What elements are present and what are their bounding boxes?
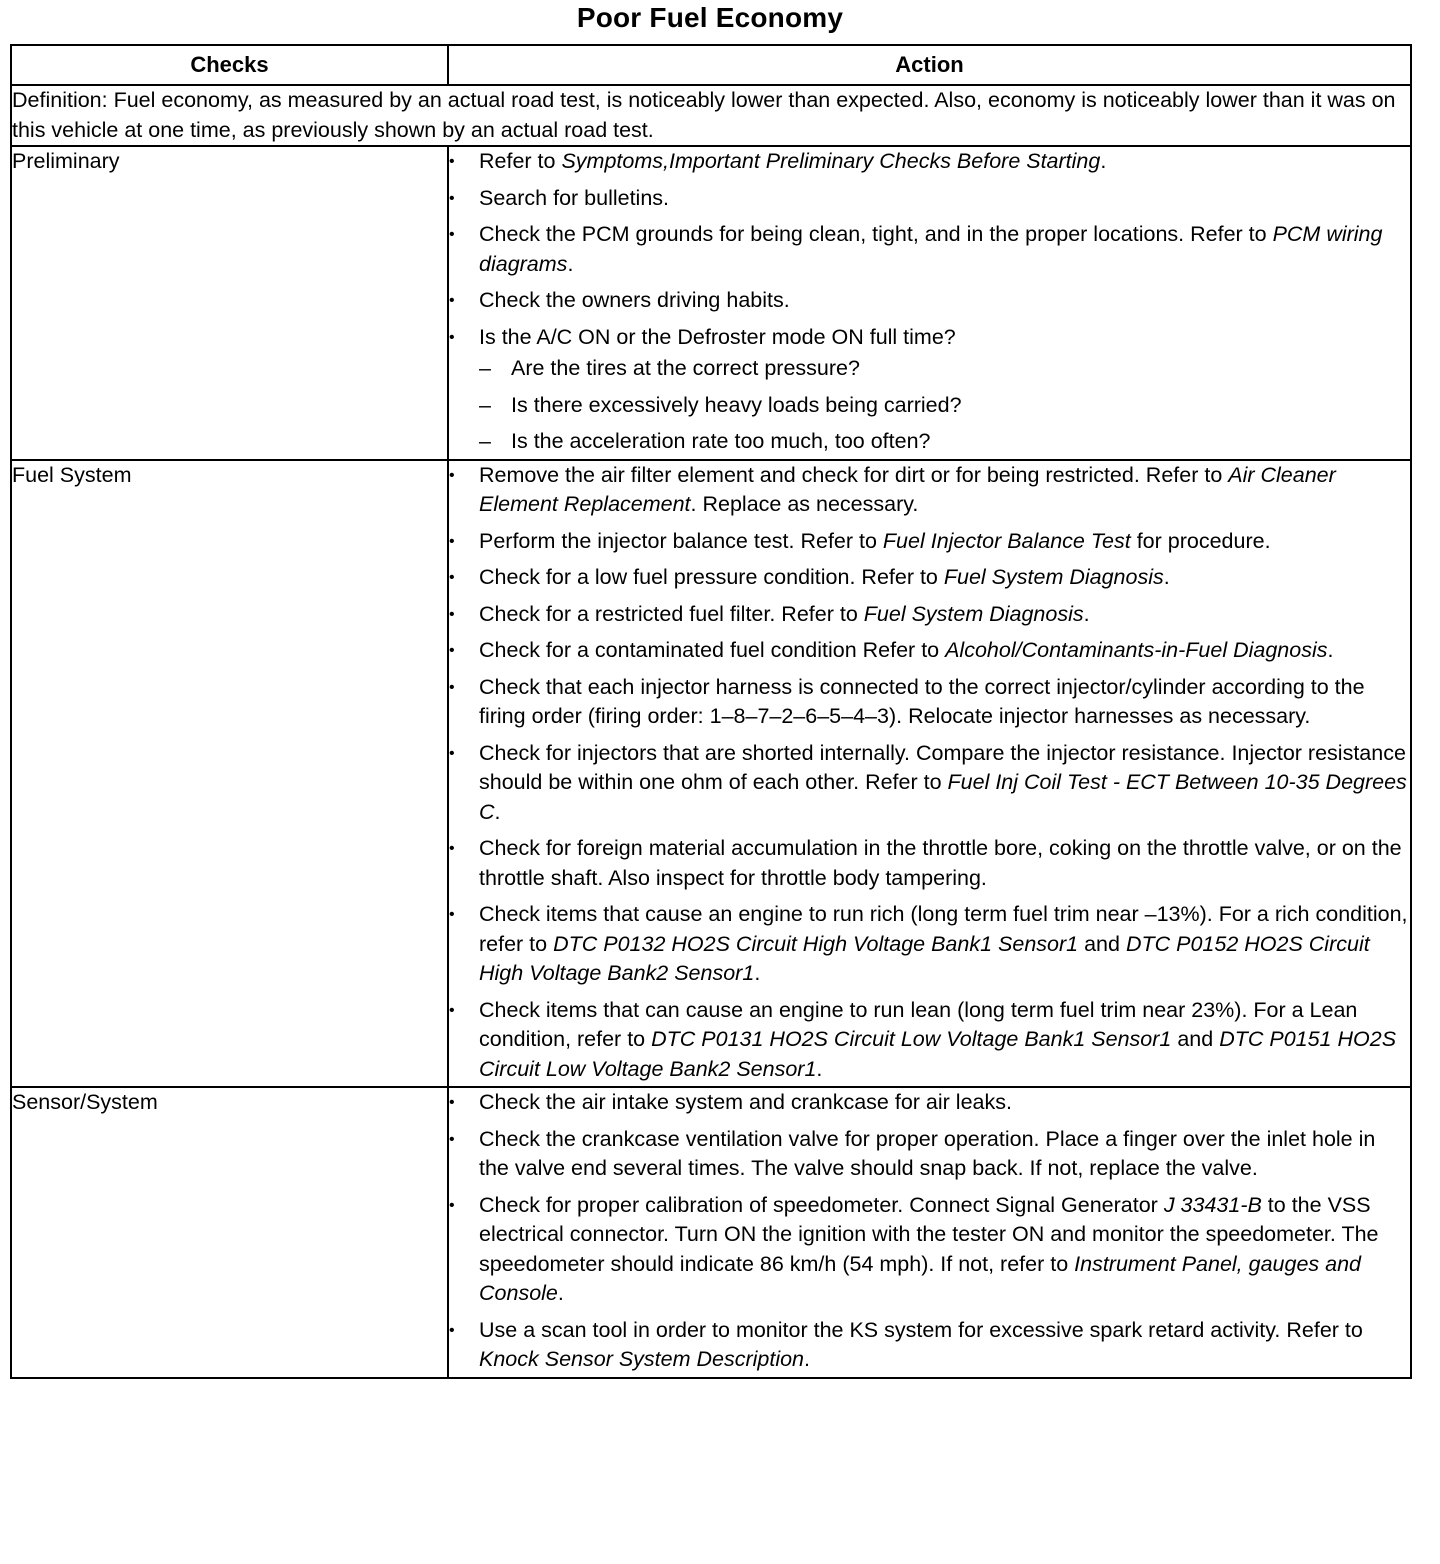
reference-link-text: Fuel System Diagnosis — [943, 565, 1164, 589]
action-text: . — [557, 1281, 564, 1305]
action-list — [449, 461, 1410, 1085]
action-text: Check items that cause an engine to run rich (long term fuel trim near –13%). For a rich condition, refer to — [479, 902, 1408, 956]
action-text: Check the PCM grounds for being clean, tight, and in the proper locations. Refer to — [479, 222, 1273, 246]
action-text: Remove the air filter element and check for dirt or for being restricted. Refer to — [479, 462, 1229, 487]
action-text: Check for a restricted fuel filter. Refer to — [479, 601, 864, 626]
section-row — [11, 1087, 1411, 1378]
action-item — [449, 220, 1410, 279]
dash-icon: – — [479, 429, 491, 453]
bullet-icon: • — [449, 226, 455, 243]
sub-action-item — [479, 391, 1410, 421]
reference-link-text: Alcohol/Contaminants-in-Fuel Diagnosis — [945, 638, 1328, 662]
reference-link-text: DTC P0152 HO2S Circuit High Voltage Bank2 Sensor1 — [479, 931, 1370, 985]
reference-link-text: Instrument Panel, gauges and Console — [479, 1251, 1362, 1305]
action-item — [449, 147, 1410, 177]
bullet-icon: • — [449, 466, 455, 484]
sub-action-text: Is there excessively heavy loads being carried? — [511, 392, 962, 417]
action-text: and — [1171, 1027, 1220, 1051]
action-item — [449, 286, 1410, 316]
definition-text: Definition: Fuel economy, as measured by an actual road test, is noticeably lower than expected. Also, economy is noticeably lower than it was on this vehicle at one time, as previously shown by an actual road test. — [11, 85, 1411, 146]
action-text: Check the crankcase ventilation valve for proper operation. Place a finger over the inlet hole in the valve end several times. The valve should snap back. If not, replace the valve. — [479, 1126, 1376, 1180]
header-row — [11, 45, 1411, 85]
action-text: to the VSS electrical connector. Turn ON the ignition with the tester ON and monitor the speedometer. The speedometer should indicate 86 km/h (54 mph). If not, refer to — [479, 1192, 1379, 1276]
action-item — [449, 996, 1410, 1085]
sub-action-text: Is the acceleration rate too much, too often? — [511, 429, 931, 453]
sub-action-text: Are the tires at the correct pressure? — [511, 356, 860, 380]
action-text: . — [1100, 149, 1107, 173]
bullet-icon: • — [449, 744, 455, 762]
action-text: . — [494, 799, 501, 824]
action-text: . — [816, 1056, 823, 1081]
action-cell — [448, 460, 1411, 1088]
action-item — [449, 527, 1410, 557]
bullet-icon: • — [449, 642, 455, 659]
action-item — [449, 900, 1410, 989]
bullet-icon: • — [449, 153, 455, 170]
action-text: Check for injectors that are shorted internally. Compare the injector resistance. Injector resistance should be within one ohm of each other. Refer to — [479, 740, 1406, 794]
action-text: Perform the injector balance test. Refer to — [479, 528, 883, 553]
bullet-icon: • — [449, 1321, 455, 1339]
check-name: Preliminary — [11, 146, 448, 460]
bullet-icon: • — [449, 906, 455, 923]
action-text: Is the A/C ON or the Defroster mode ON full time? — [479, 324, 956, 349]
action-text: . — [1163, 565, 1170, 589]
action-cell — [448, 1087, 1411, 1378]
bullet-icon: • — [449, 292, 455, 309]
action-item — [449, 184, 1410, 214]
action-text: Check that each injector harness is connected to the correct injector/cylinder according to the firing order (firing order: 1–8–7–2–6–5–4–3). Relocate injector harnesses as necessary. — [479, 674, 1365, 728]
reference-link-text: PCM wiring diagrams — [479, 222, 1383, 276]
reference-link-text: DTC P0131 HO2S Circuit Low Voltage Bank1 Sensor1 — [651, 1027, 1172, 1051]
bullet-icon: • — [449, 532, 455, 550]
dash-icon: – — [479, 356, 491, 380]
reference-link-text: J 33431-B — [1163, 1192, 1262, 1217]
action-item — [449, 834, 1410, 893]
bullet-icon: • — [449, 840, 455, 857]
reference-link-text: Fuel Inj Coil Test - ECT Between 10-35 Degrees C — [479, 770, 1407, 824]
reference-link-text: Knock Sensor System Description — [479, 1347, 805, 1371]
action-item — [449, 461, 1410, 520]
bullet-icon: • — [449, 569, 455, 586]
action-text: . — [804, 1347, 811, 1371]
action-text: Check for a low fuel pressure condition. Refer to — [479, 565, 944, 589]
action-text: . Replace as necessary. — [690, 492, 919, 516]
action-item — [449, 600, 1410, 630]
action-item — [449, 1316, 1410, 1375]
action-text: Check for proper calibration of speedometer. Connect Signal Generator — [479, 1192, 1164, 1217]
action-text: . — [1327, 638, 1334, 662]
bullet-icon: • — [449, 328, 455, 346]
reference-link-text: DTC P0151 HO2S Circuit Low Voltage Bank2 Sensor1 — [479, 1027, 1397, 1081]
dash-icon: – — [479, 392, 491, 417]
action-item — [449, 739, 1410, 828]
reference-link-text: Fuel Injector Balance Test — [882, 528, 1131, 553]
action-text: . — [754, 961, 761, 985]
action-item — [449, 1191, 1410, 1309]
action-text: Check the owners driving habits. — [479, 288, 790, 312]
action-text: Check the air intake system and crankcase for air leaks. — [479, 1090, 1012, 1114]
sub-action-item — [479, 354, 1410, 384]
action-cell — [448, 146, 1411, 460]
action-list — [449, 147, 1410, 352]
action-item — [449, 673, 1410, 732]
bullet-icon: • — [449, 1094, 455, 1111]
action-text: Check items that can cause an engine to run lean (long term fuel trim near 23%). For a Lean condition, refer to — [479, 997, 1358, 1051]
sub-action-item — [479, 427, 1410, 457]
section-row — [11, 146, 1411, 460]
action-text: for procedure. — [1130, 528, 1271, 553]
action-text: . — [1083, 601, 1090, 626]
bullet-icon: • — [449, 605, 455, 623]
reference-link-text: Fuel System Diagnosis — [863, 601, 1084, 626]
action-text: Refer to — [479, 149, 562, 173]
bullet-icon: • — [449, 1196, 455, 1214]
reference-link-text: Symptoms,Important Preliminary Checks Before Starting — [561, 149, 1101, 173]
bullet-icon: • — [449, 189, 455, 207]
bullet-icon: • — [449, 1130, 455, 1148]
action-list — [449, 1088, 1410, 1375]
sub-action-list — [449, 354, 1410, 457]
bullet-icon: • — [449, 1001, 455, 1019]
action-text: Use a scan tool in order to monitor the KS system for excessive spark retard activity. Refer to — [479, 1317, 1363, 1342]
action-item — [449, 1088, 1410, 1118]
section-row — [11, 460, 1411, 1088]
diagnostic-table — [10, 44, 1412, 1379]
action-text: Check for foreign material accumulation in the throttle bore, coking on the throttle valve, or on the throttle shaft. Also inspect for throttle body tampering. — [479, 836, 1402, 890]
action-text: Check for a contaminated fuel condition Refer to — [479, 638, 946, 662]
check-name: Fuel System — [11, 460, 448, 1088]
action-item — [449, 323, 1410, 353]
reference-link-text: Air Cleaner Element Replacement — [479, 462, 1336, 516]
action-text: and — [1078, 931, 1126, 956]
reference-link-text: DTC P0132 HO2S Circuit High Voltage Bank1 Sensor1 — [553, 931, 1079, 956]
bullet-icon: • — [449, 678, 455, 696]
definition-row — [11, 85, 1411, 146]
page-title: Poor Fuel Economy — [576, 2, 844, 33]
action-item — [449, 563, 1410, 593]
checks-column-header: Checks — [11, 45, 448, 85]
action-item — [449, 1125, 1410, 1184]
action-text: . — [567, 251, 574, 276]
action-item — [449, 636, 1410, 666]
check-name: Sensor/System — [11, 1087, 448, 1378]
action-column-header: Action — [448, 45, 1411, 85]
action-text: Search for bulletins. — [479, 185, 670, 210]
